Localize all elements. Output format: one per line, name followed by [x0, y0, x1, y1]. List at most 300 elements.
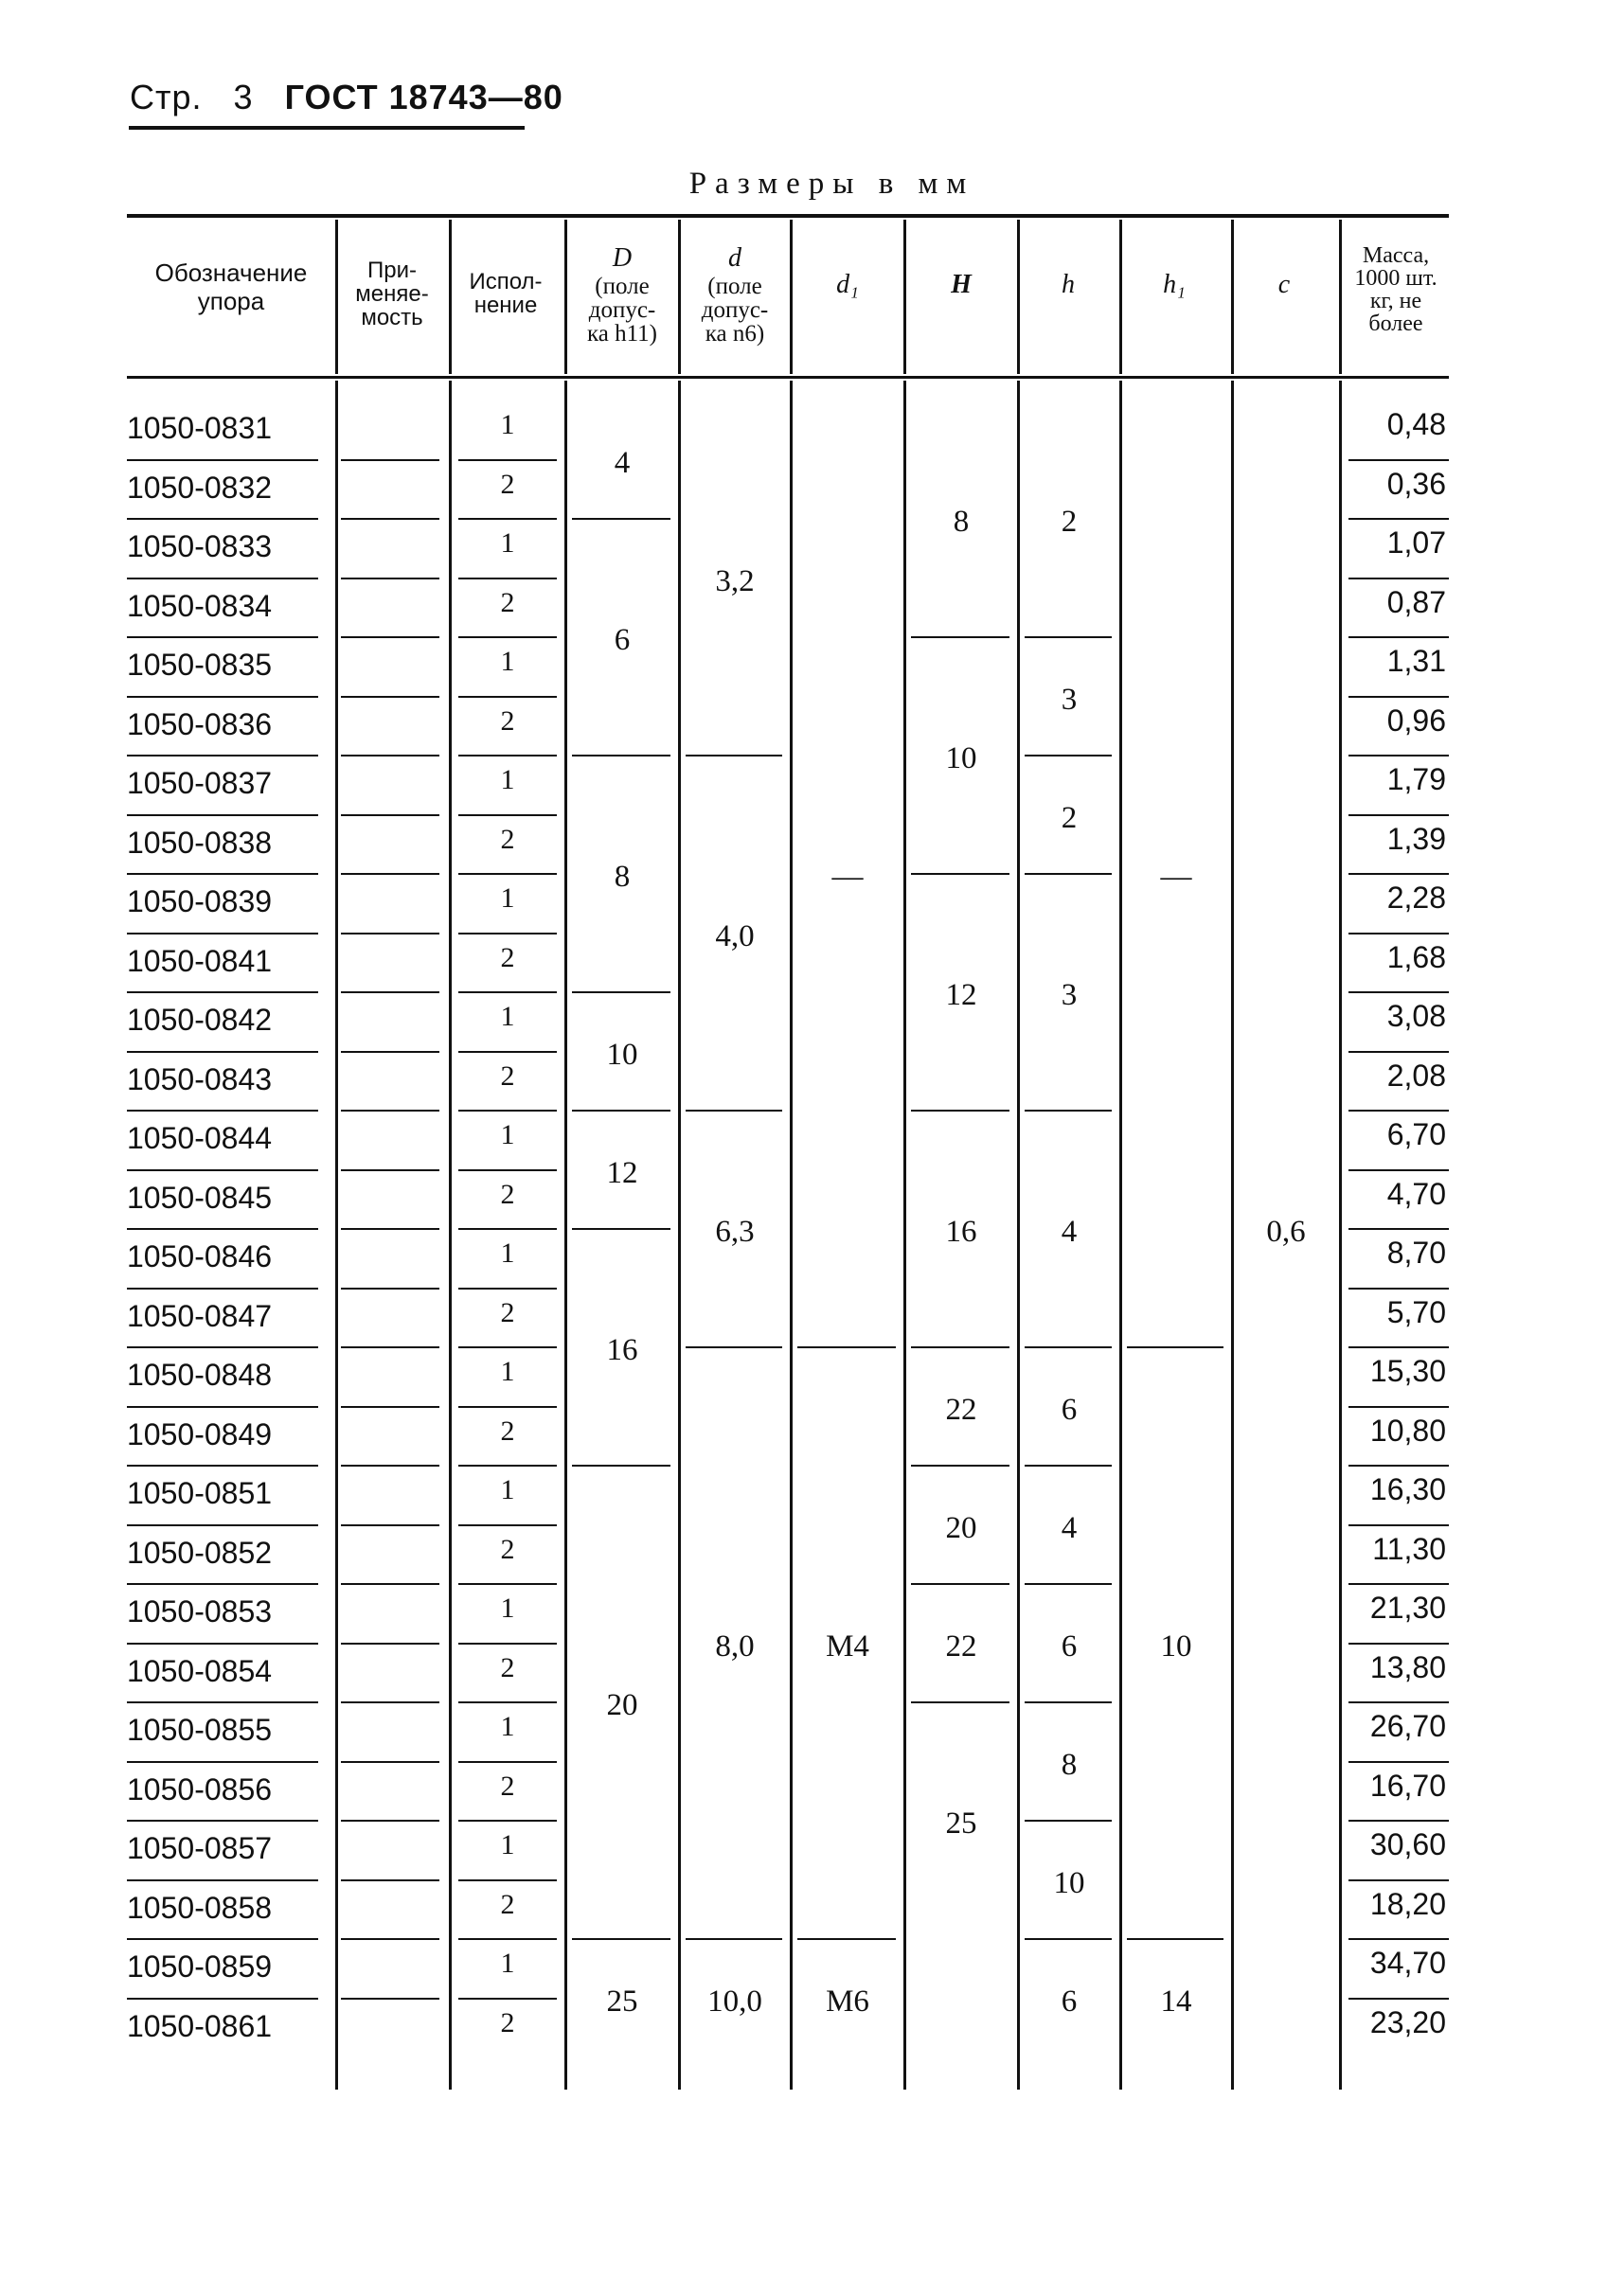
designation-cell: 1050-0845 [127, 1180, 273, 1215]
row-rule [127, 1701, 318, 1703]
designation-cell: 1050-0839 [127, 884, 273, 918]
D-cell: 8 [614, 860, 631, 894]
column-divider [335, 381, 338, 2090]
D-cell: 25 [606, 1984, 638, 2019]
c-cell: 0,6 [1266, 1215, 1306, 1249]
col-D-header: D [612, 243, 633, 273]
D-cell: 16 [606, 1333, 638, 1367]
h-cell: 10 [1053, 1865, 1085, 1900]
mass-cell: 23,20 [1369, 2004, 1446, 2039]
row-rule [1348, 873, 1449, 875]
designation-cell: 1050-0837 [127, 766, 273, 800]
row-rule [341, 814, 439, 816]
row-rule [341, 578, 439, 579]
page-number: 3 [233, 78, 254, 116]
row-rule [458, 1643, 557, 1645]
row-rule [1348, 1346, 1449, 1348]
row-rule [458, 696, 557, 698]
row-rule [1348, 696, 1449, 698]
designation-cell: 1050-0835 [127, 648, 273, 682]
designation-cell: 1050-0852 [127, 1535, 273, 1570]
row-rule [341, 1169, 439, 1171]
row-rule [341, 991, 439, 993]
h-group-rule [1025, 1820, 1112, 1822]
column-divider [1119, 381, 1122, 2090]
row-rule [1348, 1879, 1449, 1881]
mass-cell: 1,79 [1386, 762, 1446, 796]
row-rule [127, 873, 318, 875]
h1-cell: 14 [1160, 1984, 1192, 2019]
row-rule [1348, 1406, 1449, 1408]
column-divider [564, 220, 567, 374]
row-rule [127, 1169, 318, 1171]
mass-cell: 16,70 [1369, 1768, 1446, 1803]
designation-cell: 1050-0855 [127, 1713, 273, 1747]
H-cell: 12 [945, 978, 977, 1012]
row-rule [127, 1346, 318, 1348]
row-rule [458, 1465, 557, 1467]
H-group-rule [911, 636, 1009, 638]
row-rule [127, 696, 318, 698]
row-rule [458, 1524, 557, 1526]
H-cell: 8 [953, 505, 970, 539]
row-rule [127, 1820, 318, 1822]
d1-group-rule [797, 1346, 896, 1348]
row-rule [458, 1938, 557, 1940]
col-applicability-header: При- меняе- мость [355, 258, 429, 330]
col-d-note: (поле допус- ка n6) [701, 274, 769, 347]
row-rule [127, 1288, 318, 1290]
row-rule [458, 1110, 557, 1112]
row-rule [458, 459, 557, 461]
row-rule [127, 1643, 318, 1645]
D-cell: 20 [606, 1688, 638, 1722]
mass-cell: 1,31 [1386, 644, 1446, 678]
row-rule [341, 459, 439, 461]
designation-cell: 1050-0831 [127, 411, 273, 445]
version-cell: 1 [500, 527, 515, 559]
mass-cell: 11,30 [1372, 1531, 1446, 1566]
row-rule [127, 991, 318, 993]
h-cell: 4 [1061, 1510, 1078, 1545]
designation-cell: 1050-0836 [127, 706, 273, 741]
row-rule [458, 1998, 557, 2000]
row-rule [127, 1228, 318, 1230]
version-cell: 2 [500, 1059, 515, 1092]
row-rule [341, 1701, 439, 1703]
row-rule [341, 518, 439, 520]
row-rule [1348, 1228, 1449, 1230]
row-rule [341, 1879, 439, 1881]
h1-group-rule [1127, 1346, 1223, 1348]
designation-cell: 1050-0838 [127, 825, 273, 860]
row-rule [127, 1583, 318, 1585]
version-cell: 2 [500, 1178, 515, 1210]
header-bottom-rule [127, 376, 1449, 379]
h-group-rule [1025, 1465, 1112, 1467]
column-divider [1339, 220, 1342, 374]
h-cell: 6 [1061, 1984, 1078, 2019]
d-group-rule [686, 755, 782, 756]
row-rule [127, 1051, 318, 1053]
column-divider [790, 220, 793, 374]
d-group-rule [686, 1346, 782, 1348]
version-cell: 1 [500, 1237, 515, 1269]
d-cell: 3,2 [715, 563, 755, 598]
mass-cell: 0,48 [1386, 407, 1446, 441]
mass-cell: 34,70 [1369, 1946, 1446, 1980]
row-rule [127, 1110, 318, 1112]
row-rule [458, 518, 557, 520]
row-rule [341, 1998, 439, 2000]
D-cell: 12 [606, 1155, 638, 1190]
h1-cell: 10 [1160, 1629, 1192, 1664]
mass-cell: 2,08 [1386, 1058, 1446, 1093]
h-cell: 4 [1061, 1215, 1078, 1249]
D-group-rule [572, 1110, 670, 1112]
row-rule [341, 755, 439, 756]
D-group-rule [572, 755, 670, 756]
row-rule [1348, 1110, 1449, 1112]
row-rule [458, 1228, 557, 1230]
row-rule [127, 518, 318, 520]
row-rule [341, 1583, 439, 1585]
version-cell: 2 [500, 468, 515, 500]
D-cell: 10 [606, 1037, 638, 1072]
designation-cell: 1050-0859 [127, 1949, 273, 1984]
row-rule [341, 1643, 439, 1645]
mass-cell: 15,30 [1369, 1354, 1446, 1388]
column-divider [1339, 381, 1342, 2090]
units-caption: Размеры в мм [688, 167, 975, 201]
version-cell: 2 [500, 1296, 515, 1328]
version-cell: 2 [500, 823, 515, 855]
designation-cell: 1050-0857 [127, 1831, 273, 1865]
version-cell: 1 [500, 409, 515, 440]
designation-cell: 1050-0851 [127, 1476, 273, 1510]
version-cell: 2 [500, 1415, 515, 1447]
h-group-rule [1025, 636, 1112, 638]
mass-cell: 18,20 [1369, 1886, 1446, 1921]
designation-cell: 1050-0834 [127, 588, 273, 623]
h1-group-rule [1127, 1938, 1223, 1940]
h-cell: 8 [1061, 1747, 1078, 1782]
mass-cell: 26,70 [1369, 1709, 1446, 1743]
row-rule [1348, 1701, 1449, 1703]
H-group-rule [911, 1346, 1009, 1348]
mass-cell: 10,80 [1369, 1413, 1446, 1448]
row-rule [341, 696, 439, 698]
version-cell: 1 [500, 1711, 515, 1742]
d-cell: 4,0 [715, 918, 755, 953]
H-group-rule [911, 873, 1009, 875]
version-cell: 1 [500, 882, 515, 914]
designation-cell: 1050-0843 [127, 1061, 273, 1096]
mass-cell: 0,96 [1386, 703, 1446, 738]
row-rule [341, 1406, 439, 1408]
row-rule [127, 1879, 318, 1881]
row-rule [458, 1879, 557, 1881]
d-cell: 10,0 [707, 1984, 762, 2019]
page-prefix: Стр. [130, 78, 203, 116]
row-rule [127, 933, 318, 934]
row-rule [458, 933, 557, 934]
row-rule [458, 991, 557, 993]
h-group-rule [1025, 873, 1112, 875]
version-cell: 2 [500, 704, 515, 737]
running-head-underline [129, 126, 525, 130]
row-rule [341, 933, 439, 934]
version-cell: 2 [500, 1888, 515, 1920]
column-divider [678, 381, 681, 2090]
designation-cell: 1050-0847 [127, 1298, 273, 1333]
col-h-header: h [1062, 270, 1075, 299]
column-divider [790, 381, 793, 2090]
row-rule [127, 1938, 318, 1940]
designation-cell: 1050-0856 [127, 1771, 273, 1807]
designation-cell: 1050-0844 [127, 1121, 273, 1155]
standard-code: ГОСТ 18743—80 [284, 78, 563, 116]
mass-cell: 2,28 [1386, 881, 1446, 915]
row-rule [341, 1228, 439, 1230]
row-rule [458, 636, 557, 638]
col-D-note: (поле допус- ка h11) [586, 274, 657, 347]
row-rule [1348, 518, 1449, 520]
row-rule [1348, 636, 1449, 638]
row-rule [341, 1761, 439, 1763]
version-cell: 1 [500, 1948, 515, 1979]
row-rule [127, 1524, 318, 1526]
column-divider [903, 381, 906, 2090]
h-group-rule [1025, 1346, 1112, 1348]
d1-cell: — [831, 860, 864, 894]
row-rule [1348, 1465, 1449, 1467]
h-group-rule [1025, 755, 1112, 756]
row-rule [341, 1524, 439, 1526]
version-cell: 1 [500, 1474, 515, 1505]
H-cell: 16 [945, 1215, 977, 1249]
row-rule [127, 1998, 318, 2000]
h-cell: 3 [1061, 978, 1078, 1012]
row-rule [458, 873, 557, 875]
mass-cell: 8,70 [1386, 1236, 1446, 1270]
row-rule [458, 1701, 557, 1703]
designation-cell: 1050-0842 [127, 1003, 273, 1037]
row-rule [341, 1051, 439, 1053]
H-cell: 20 [945, 1510, 977, 1545]
version-cell: 1 [500, 1356, 515, 1387]
mass-cell: 1,68 [1386, 939, 1446, 974]
version-cell: 1 [500, 646, 515, 677]
row-rule [1348, 814, 1449, 816]
row-rule [341, 636, 439, 638]
mass-cell: 13,80 [1369, 1649, 1446, 1684]
col-mass-header: Масса, 1000 шт. кг, не более [1354, 243, 1437, 336]
version-cell: 2 [500, 941, 515, 973]
designation-cell: 1050-0854 [127, 1653, 273, 1688]
version-cell: 2 [500, 1770, 515, 1802]
column-divider [1231, 220, 1234, 374]
mass-cell: 21,30 [1369, 1591, 1446, 1625]
row-rule [1348, 1643, 1449, 1645]
mass-cell: 0,36 [1386, 466, 1446, 501]
h1-cell: — [1160, 860, 1192, 894]
designation-cell: 1050-0841 [127, 943, 273, 978]
version-cell: 1 [500, 1829, 515, 1860]
version-cell: 2 [500, 2006, 515, 2038]
column-divider [1119, 220, 1122, 374]
h-cell: 2 [1061, 505, 1078, 539]
row-rule [458, 1051, 557, 1053]
col-designation-text: Обозначение упора [154, 258, 308, 315]
row-rule [341, 873, 439, 875]
D-group-rule [572, 518, 670, 520]
H-group-rule [911, 1110, 1009, 1112]
column-divider [449, 381, 452, 2090]
h-cell: 6 [1061, 1392, 1078, 1427]
mass-cell: 0,87 [1386, 584, 1446, 619]
row-rule [127, 578, 318, 579]
designation-cell: 1050-0858 [127, 1890, 273, 1925]
column-divider [678, 220, 681, 374]
version-cell: 1 [500, 764, 515, 795]
row-rule [341, 1820, 439, 1822]
running-head [130, 78, 563, 117]
designation-cell: 1050-0853 [127, 1594, 273, 1629]
col-H-header: H [951, 270, 972, 299]
H-cell: 10 [945, 741, 977, 775]
column-divider [449, 220, 452, 374]
H-group-rule [911, 1583, 1009, 1585]
mass-cell: 5,70 [1386, 1294, 1446, 1329]
row-rule [1348, 1998, 1449, 2000]
row-rule [127, 1761, 318, 1763]
d1-cell: M4 [826, 1629, 869, 1664]
h-group-rule [1025, 1938, 1112, 1940]
mass-cell: 30,60 [1369, 1827, 1446, 1861]
H-cell: 25 [945, 1807, 977, 1841]
d1-cell: M6 [826, 1984, 869, 2019]
D-group-rule [572, 991, 670, 993]
table-top-rule [127, 214, 1449, 218]
row-rule [458, 578, 557, 579]
row-rule [458, 1583, 557, 1585]
row-rule [458, 1346, 557, 1348]
d-group-rule [686, 1938, 782, 1940]
row-rule [127, 459, 318, 461]
row-rule [1348, 1938, 1449, 1940]
column-divider [335, 220, 338, 374]
h-cell: 6 [1061, 1629, 1078, 1664]
designation-cell: 1050-0849 [127, 1416, 273, 1451]
H-cell: 22 [945, 1629, 977, 1664]
h-group-rule [1025, 1701, 1112, 1703]
mass-cell: 16,30 [1369, 1472, 1446, 1506]
column-divider [1017, 220, 1020, 374]
col-h1-header: h₁ [1163, 270, 1186, 299]
row-rule [127, 814, 318, 816]
version-cell: 2 [500, 586, 515, 618]
version-cell: 2 [500, 1533, 515, 1565]
column-divider [1017, 381, 1020, 2090]
col-version-header: Испол- нение [469, 269, 543, 318]
d-group-rule [686, 1110, 782, 1112]
row-rule [1348, 1820, 1449, 1822]
D-group-rule [572, 1465, 670, 1467]
row-rule [1348, 1524, 1449, 1526]
version-cell: 1 [500, 1119, 515, 1150]
row-rule [1348, 1583, 1449, 1585]
row-rule [458, 755, 557, 756]
row-rule [1348, 578, 1449, 579]
mass-cell: 6,70 [1386, 1117, 1446, 1151]
column-divider [1231, 381, 1234, 2090]
col-d-header: d [728, 243, 741, 273]
d-cell: 8,0 [715, 1629, 755, 1664]
row-rule [127, 1465, 318, 1467]
row-rule [127, 755, 318, 756]
row-rule [341, 1110, 439, 1112]
D-group-rule [572, 1938, 670, 1940]
row-rule [1348, 1761, 1449, 1763]
H-group-rule [911, 1701, 1009, 1703]
row-rule [458, 814, 557, 816]
mass-cell: 1,39 [1386, 821, 1446, 856]
h-cell: 3 [1061, 682, 1078, 717]
designation-cell: 1050-0861 [127, 2008, 273, 2043]
mass-cell: 1,07 [1386, 525, 1446, 560]
row-rule [341, 1346, 439, 1348]
H-group-rule [911, 1465, 1009, 1467]
version-cell: 2 [500, 1651, 515, 1683]
row-rule [1348, 459, 1449, 461]
row-rule [127, 636, 318, 638]
mass-cell: 3,08 [1386, 999, 1446, 1033]
row-rule [1348, 1288, 1449, 1290]
version-cell: 1 [500, 1001, 515, 1032]
row-rule [458, 1761, 557, 1763]
row-rule [458, 1288, 557, 1290]
column-divider [903, 220, 906, 374]
D-cell: 6 [614, 623, 631, 657]
D-cell: 4 [614, 445, 631, 480]
mass-cell: 4,70 [1386, 1176, 1446, 1211]
row-rule [1348, 933, 1449, 934]
D-group-rule [572, 1228, 670, 1230]
d1-group-rule [797, 1938, 896, 1940]
column-divider [564, 381, 567, 2090]
version-cell: 1 [500, 1593, 515, 1624]
d-cell: 6,3 [715, 1215, 755, 1249]
row-rule [341, 1465, 439, 1467]
designation-cell: 1050-0833 [127, 529, 273, 563]
row-rule [1348, 991, 1449, 993]
row-rule [1348, 1051, 1449, 1053]
designation-cell: 1050-0832 [127, 470, 273, 505]
row-rule [341, 1938, 439, 1940]
row-rule [1348, 1169, 1449, 1171]
h-group-rule [1025, 1583, 1112, 1585]
designation-cell: 1050-0846 [127, 1239, 273, 1273]
h-group-rule [1025, 1110, 1112, 1112]
row-rule [1348, 755, 1449, 756]
h-cell: 2 [1061, 800, 1078, 835]
row-rule [458, 1820, 557, 1822]
col-designation-header [127, 258, 335, 315]
row-rule [341, 1288, 439, 1290]
col-d1-header: d₁ [836, 270, 859, 299]
row-rule [458, 1406, 557, 1408]
